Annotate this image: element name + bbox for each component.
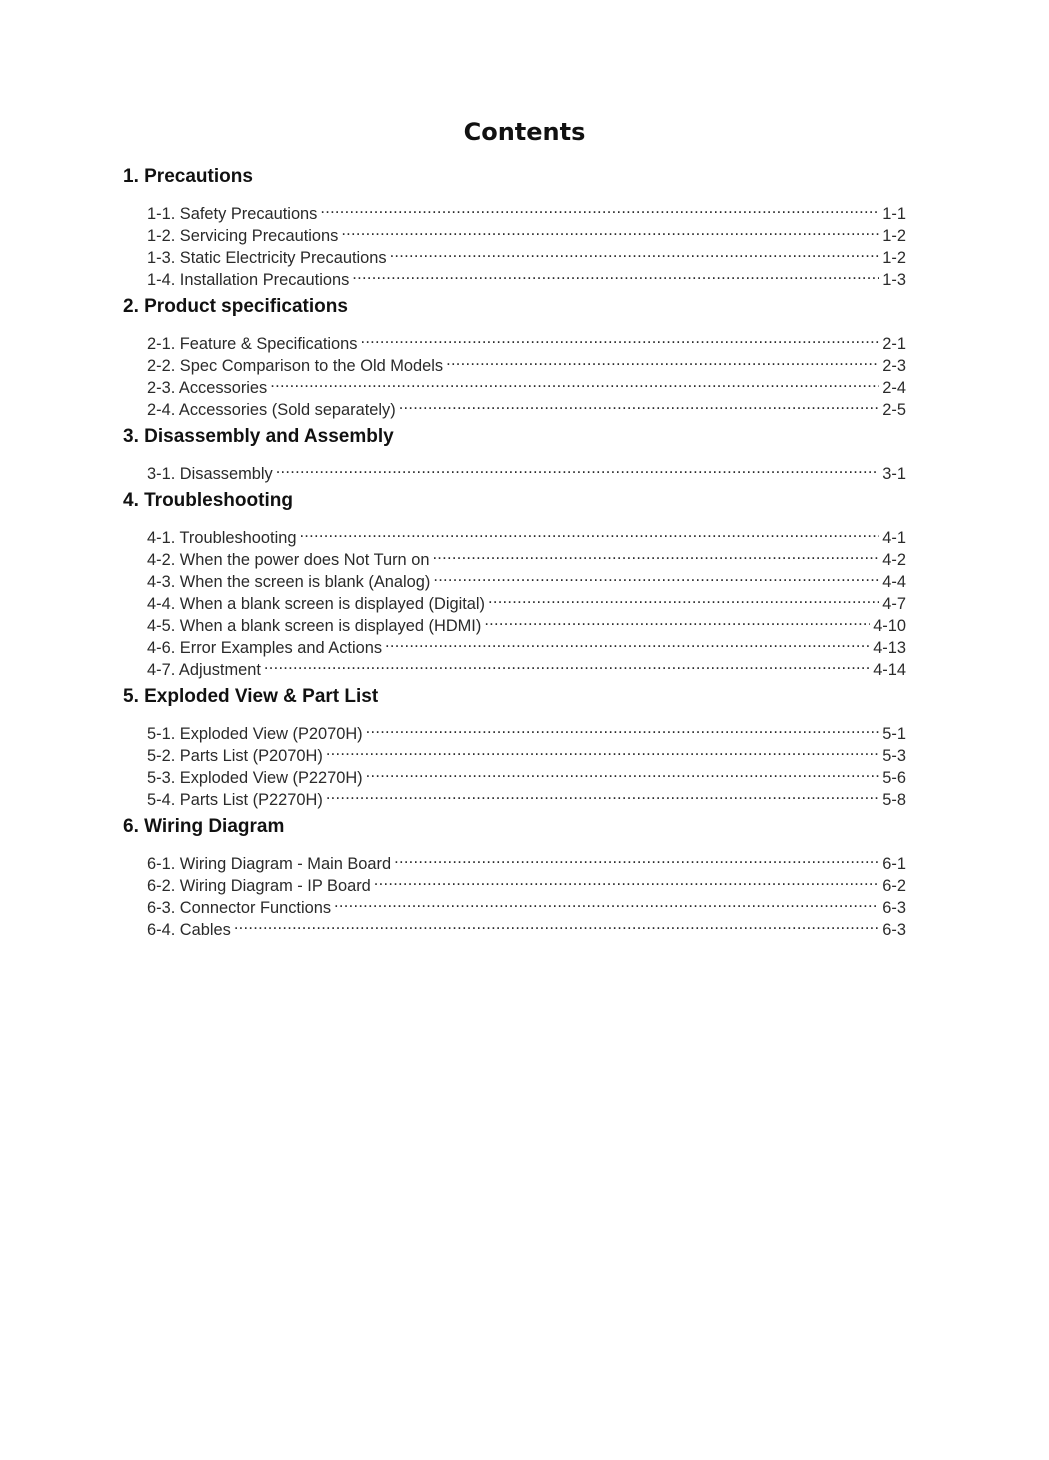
- dot-leader: [374, 869, 880, 891]
- section-heading[interactable]: 3. Disassembly and Assembly: [123, 426, 394, 447]
- table-of-contents: [123, 164, 906, 944]
- entry-label: 4-1. Troubleshooting: [147, 529, 297, 547]
- entry-page-number: 4-10: [873, 617, 906, 635]
- dot-leader: [433, 565, 879, 587]
- entry-label: 2-2. Spec Comparison to the Old Models: [147, 357, 444, 375]
- dot-leader: [270, 371, 879, 393]
- section-entries: [147, 327, 906, 419]
- toc-entry[interactable]: [147, 327, 906, 353]
- entry-page-number: 4-4: [882, 573, 906, 591]
- entry-label: 3-1. Disassembly: [147, 465, 273, 483]
- dot-leader: [366, 717, 880, 739]
- entry-label: 6-3. Connector Functions: [147, 899, 332, 917]
- dot-leader: [432, 543, 879, 565]
- entry-page-number: 2-5: [882, 401, 906, 419]
- entry-label: 2-1. Feature & Specifications: [147, 335, 358, 353]
- dot-leader: [360, 327, 879, 349]
- toc-entry[interactable]: [147, 197, 906, 223]
- toc-entry[interactable]: [147, 717, 906, 743]
- section-heading[interactable]: 6. Wiring Diagram: [123, 816, 285, 837]
- dot-leader: [394, 847, 879, 869]
- entry-label: 2-4. Accessories (Sold separately): [147, 401, 396, 419]
- dot-leader: [326, 739, 879, 761]
- entry-label: 5-3. Exploded View (P2270H): [147, 769, 363, 787]
- toc-entry[interactable]: [147, 457, 906, 483]
- entry-label: 1-1. Safety Precautions: [147, 205, 318, 223]
- dot-leader: [341, 219, 879, 241]
- entry-page-number: 6-3: [882, 899, 906, 917]
- dot-leader: [446, 349, 879, 371]
- entry-page-number: 2-4: [882, 379, 906, 397]
- dot-leader: [264, 653, 870, 675]
- entry-page-number: 3-1: [882, 465, 906, 483]
- dot-leader: [484, 609, 870, 631]
- section-entries: [147, 847, 906, 939]
- entry-label: 6-1. Wiring Diagram - Main Board: [147, 855, 392, 873]
- dot-leader: [399, 393, 880, 415]
- entry-page-number: 5-1: [882, 725, 906, 743]
- entry-page-number: 1-2: [882, 227, 906, 245]
- toc-entry[interactable]: [147, 913, 906, 939]
- section-heading[interactable]: 5. Exploded View & Part List: [123, 686, 379, 707]
- entry-label: 5-2. Parts List (P2070H): [147, 747, 323, 765]
- entry-page-number: 1-3: [882, 271, 906, 289]
- entry-label: 1-3. Static Electricity Precautions: [147, 249, 387, 267]
- dot-leader: [385, 631, 870, 653]
- toc-section-precautions: [123, 164, 906, 289]
- entry-page-number: 5-8: [882, 791, 906, 809]
- entry-label: 4-7. Adjustment: [147, 661, 261, 679]
- entry-label: 5-1. Exploded View (P2070H): [147, 725, 363, 743]
- entry-page-number: 1-2: [882, 249, 906, 267]
- entry-page-number: 6-2: [882, 877, 906, 895]
- entry-label: 4-6. Error Examples and Actions: [147, 639, 383, 657]
- entry-page-number: 5-3: [882, 747, 906, 765]
- dot-leader: [234, 913, 879, 935]
- toc-entry[interactable]: [147, 521, 906, 547]
- entry-page-number: 1-1: [882, 205, 906, 223]
- dot-leader: [326, 783, 879, 805]
- dot-leader: [299, 521, 879, 543]
- entry-label: 4-4. When a blank screen is displayed (Digital): [147, 595, 485, 613]
- dot-leader: [320, 197, 879, 219]
- entry-page-number: 2-3: [882, 357, 906, 375]
- entry-label: 2-3. Accessories: [147, 379, 268, 397]
- entry-page-number: 4-7: [882, 595, 906, 613]
- toc-section-troubleshooting: [123, 488, 906, 679]
- entry-page-number: 4-1: [882, 529, 906, 547]
- entry-page-number: 6-1: [882, 855, 906, 873]
- section-entries: [147, 457, 906, 483]
- entry-label: 4-2. When the power does Not Turn on: [147, 551, 430, 569]
- dot-leader: [334, 891, 879, 913]
- toc-section-exploded-view: [123, 684, 906, 809]
- toc-section-product-specifications: [123, 294, 906, 419]
- entry-label: 1-2. Servicing Precautions: [147, 227, 339, 245]
- entry-label: 1-4. Installation Precautions: [147, 271, 350, 289]
- entry-label: 6-2. Wiring Diagram - IP Board: [147, 877, 371, 895]
- entry-label: 6-4. Cables: [147, 921, 231, 939]
- toc-entry[interactable]: [147, 847, 906, 873]
- toc-section-wiring-diagram: [123, 814, 906, 939]
- section-heading[interactable]: 1. Precautions: [123, 166, 253, 187]
- dot-leader: [352, 263, 879, 285]
- entry-page-number: 6-3: [882, 921, 906, 939]
- dot-leader: [488, 587, 879, 609]
- section-heading[interactable]: 4. Troubleshooting: [123, 490, 293, 511]
- dot-leader: [276, 457, 880, 479]
- page-title: Contents: [463, 118, 586, 146]
- entry-label: 4-3. When the screen is blank (Analog): [147, 573, 431, 591]
- section-entries: [147, 521, 906, 679]
- dot-leader: [366, 761, 880, 783]
- entry-page-number: 4-2: [882, 551, 906, 569]
- entry-label: 4-5. When a blank screen is displayed (HDMI): [147, 617, 482, 635]
- entry-page-number: 2-1: [882, 335, 906, 353]
- dot-leader: [390, 241, 880, 263]
- section-entries: [147, 197, 906, 289]
- section-heading[interactable]: 2. Product specifications: [123, 296, 348, 317]
- toc-section-disassembly: [123, 424, 906, 483]
- entry-page-number: 5-6: [882, 769, 906, 787]
- entry-label: 5-4. Parts List (P2270H): [147, 791, 323, 809]
- entry-page-number: 4-14: [873, 661, 906, 679]
- entry-page-number: 4-13: [873, 639, 906, 657]
- section-entries: [147, 717, 906, 809]
